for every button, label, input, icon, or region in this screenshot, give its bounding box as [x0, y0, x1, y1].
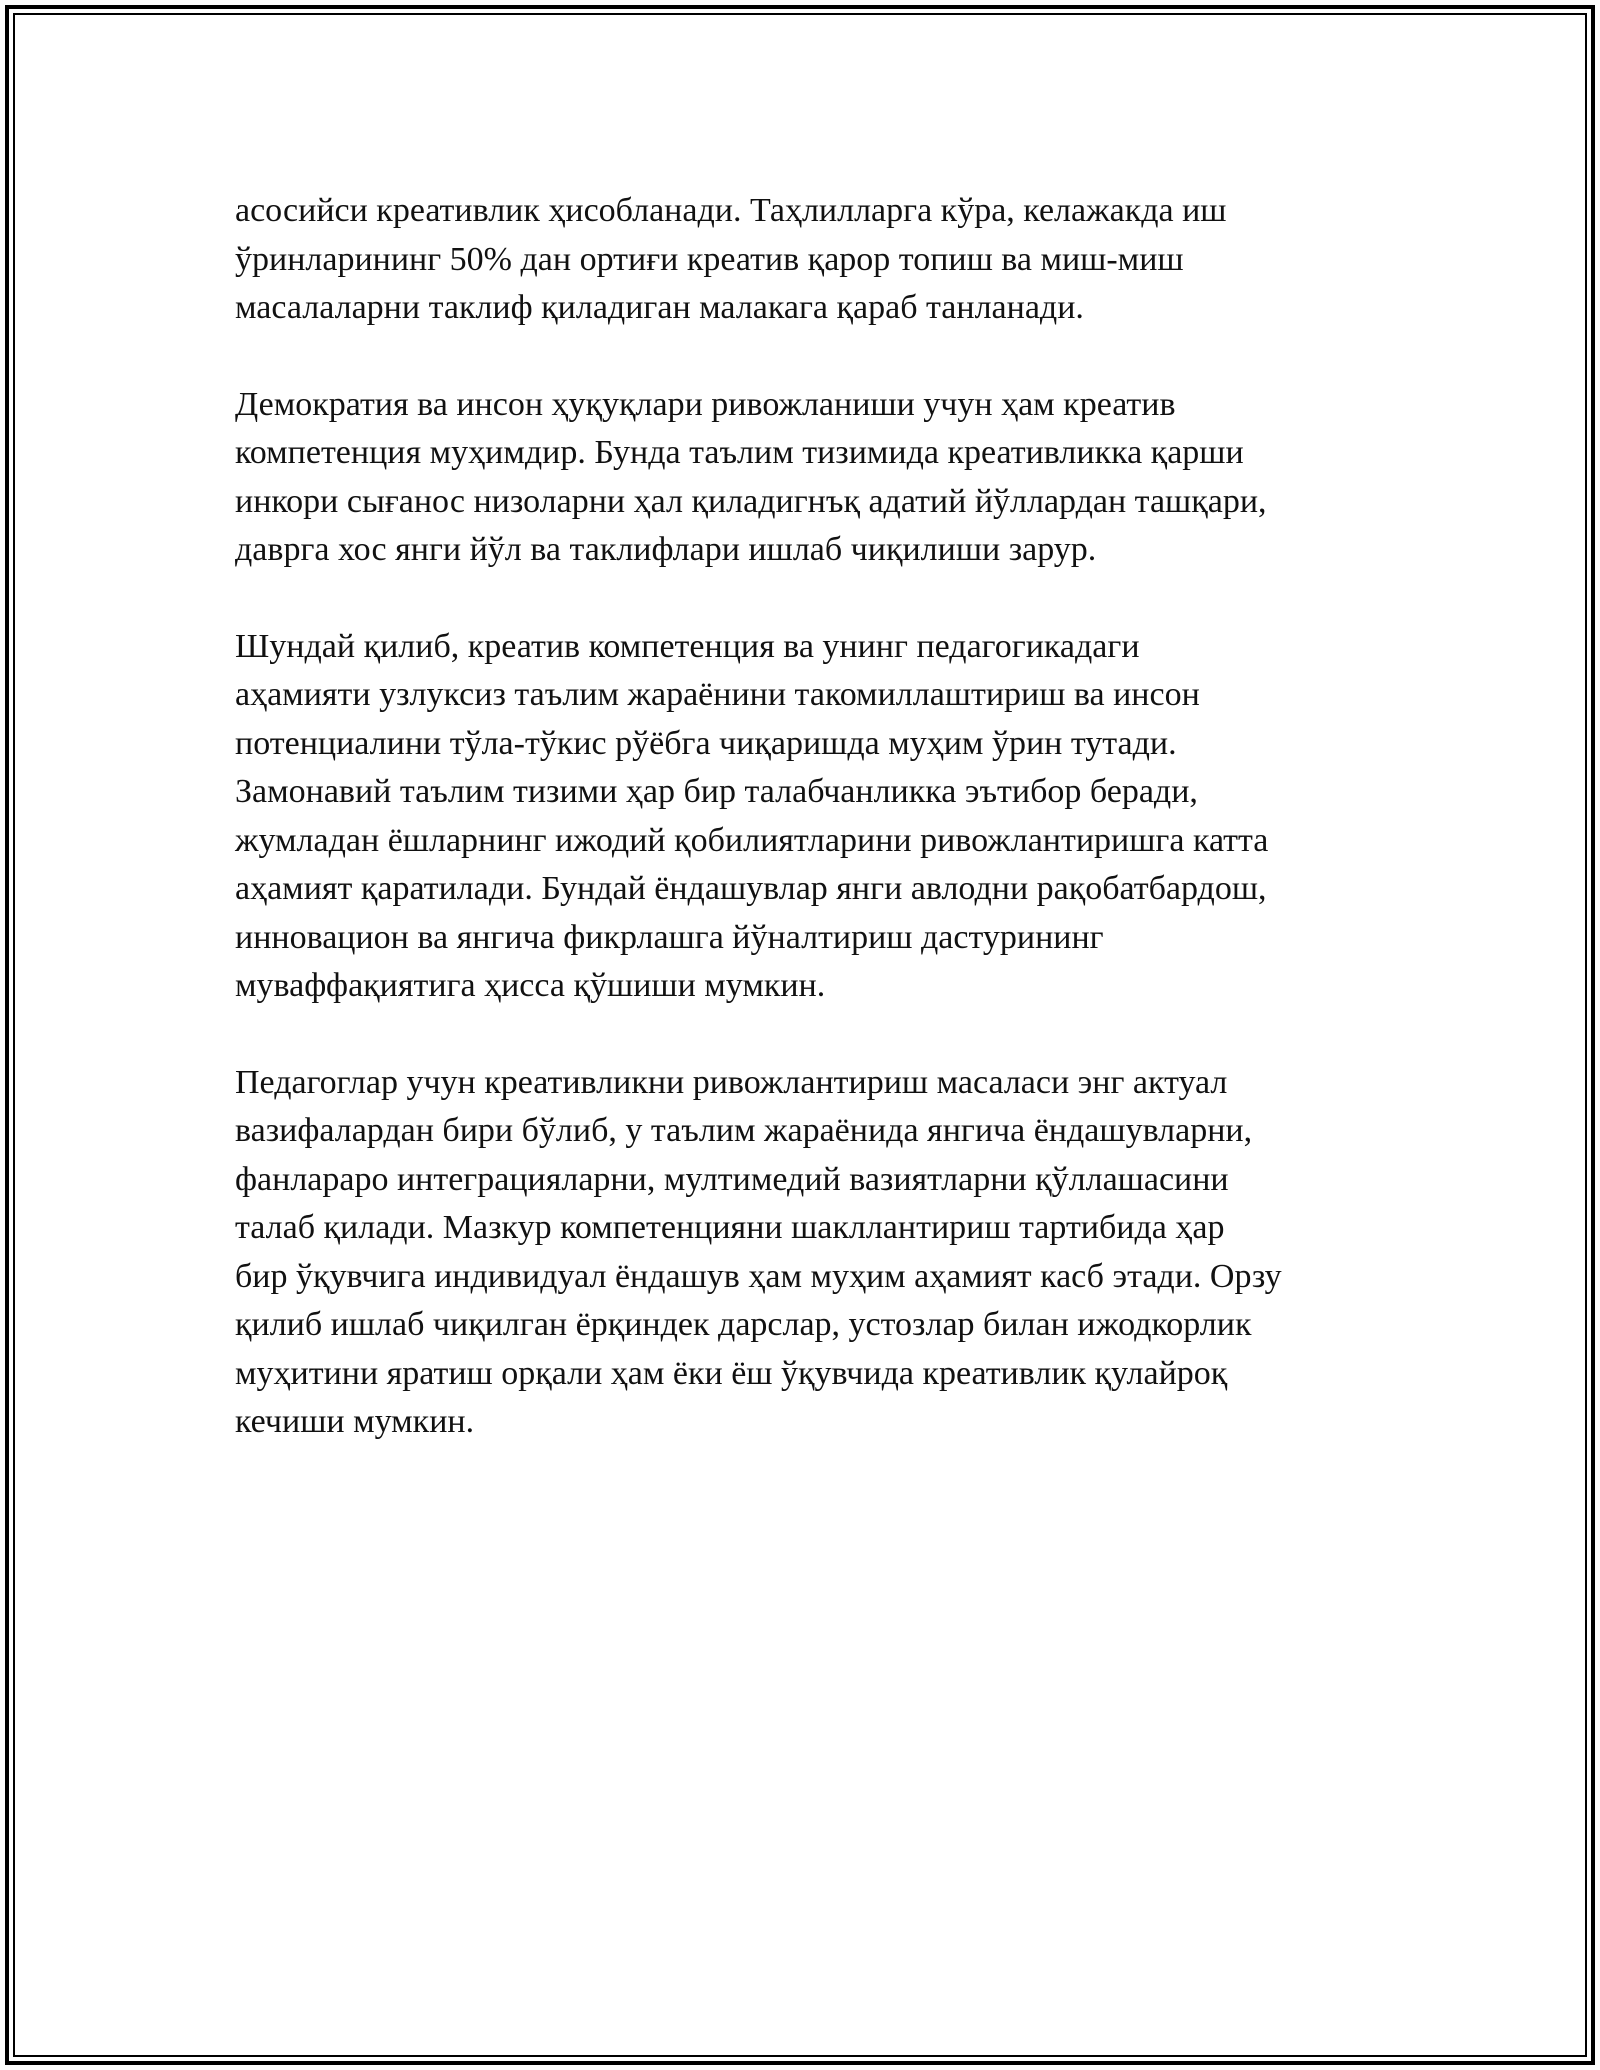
text-line: компетенция муҳимдир. Бунда таълим тизимида креативликка қарши — [235, 434, 1244, 471]
text-line: масалаларни таклиф қиладиган малакага қараб танланади. — [235, 289, 1084, 326]
text-line: потенциалини тўла-тўкис рўёбга чиқаришда муҳим ўрин тутади. — [235, 724, 1177, 762]
text-line: фанлараро интеграцияларни, мултимедий вазиятларни қўллашасини — [235, 1160, 1229, 1198]
text-line: вазифалардан бири бўлиб, у таълим жараёнида янгича ёндашувларни, — [235, 1112, 1253, 1149]
text-line: аҳамияти узлуксиз таълим жараёнини такомиллаштириш ва инсон — [235, 676, 1200, 713]
text-line: аҳамият қаратилади. Бундай ёндашувлар янги авлодни рақобатбардош, — [235, 870, 1267, 907]
paragraph-3 — [235, 623, 1385, 1011]
paragraph-1 — [235, 187, 1385, 333]
document-body — [235, 187, 1385, 1495]
text-line: қилиб ишлаб чиқилган ёрқиндек дарслар, устозлар билан ижодкорлик — [235, 1306, 1252, 1343]
text-line: талаб қилади. Мазкур компетенцияни шакллантириш тартибида ҳар — [235, 1209, 1225, 1246]
text-line: инновацион ва янгича фикрлашга йўналтириш дастурининг — [235, 918, 1104, 956]
text-line: Демократия ва инсон ҳуқуқлари ривожланиши учун ҳам креатив — [235, 385, 1176, 423]
text-line: кечиши мумкин. — [235, 1403, 475, 1440]
text-line: Педагоглар учун креативликни ривожлантириш масаласи энг актуал — [235, 1063, 1228, 1101]
text-line: бир ўқувчига индивидуал ёндашув ҳам муҳим аҳамият касб этади. Орзу — [235, 1257, 1282, 1295]
paragraph-4 — [235, 1059, 1385, 1447]
text-line: Шундай қилиб, креатив компетенция ва унинг педагогикадаги — [235, 627, 1140, 665]
text-line: Замонавий таълим тизими ҳар бир талабчанликка эътибор беради, — [235, 773, 1198, 810]
text-line: асосийси креативлик ҳисобланади. Таҳлилларга кўра, келажакда иш — [235, 192, 1227, 229]
text-line: даврга хос янги йўл ва таклифлари ишлаб чиқилиши зарур. — [235, 531, 1097, 568]
text-line: муҳитини яратиш орқали ҳам ёки ёш ўқувчида креативлик қулайроқ — [235, 1354, 1228, 1392]
text-line: жумладан ёшларнинг ижодий қобилиятларини ривожлантиришга катта — [235, 821, 1269, 859]
text-line: муваффақиятига ҳисса қўшиши мумкин. — [235, 967, 826, 1004]
text-line: ўринларининг 50% дан ортиғи креатив қарор топиш ва миш-миш — [235, 240, 1184, 278]
paragraph-2 — [235, 381, 1385, 575]
text-line: инкори сығанос низоларни ҳал қиладигнъқ адатий йўллардан ташқари, — [235, 482, 1267, 520]
